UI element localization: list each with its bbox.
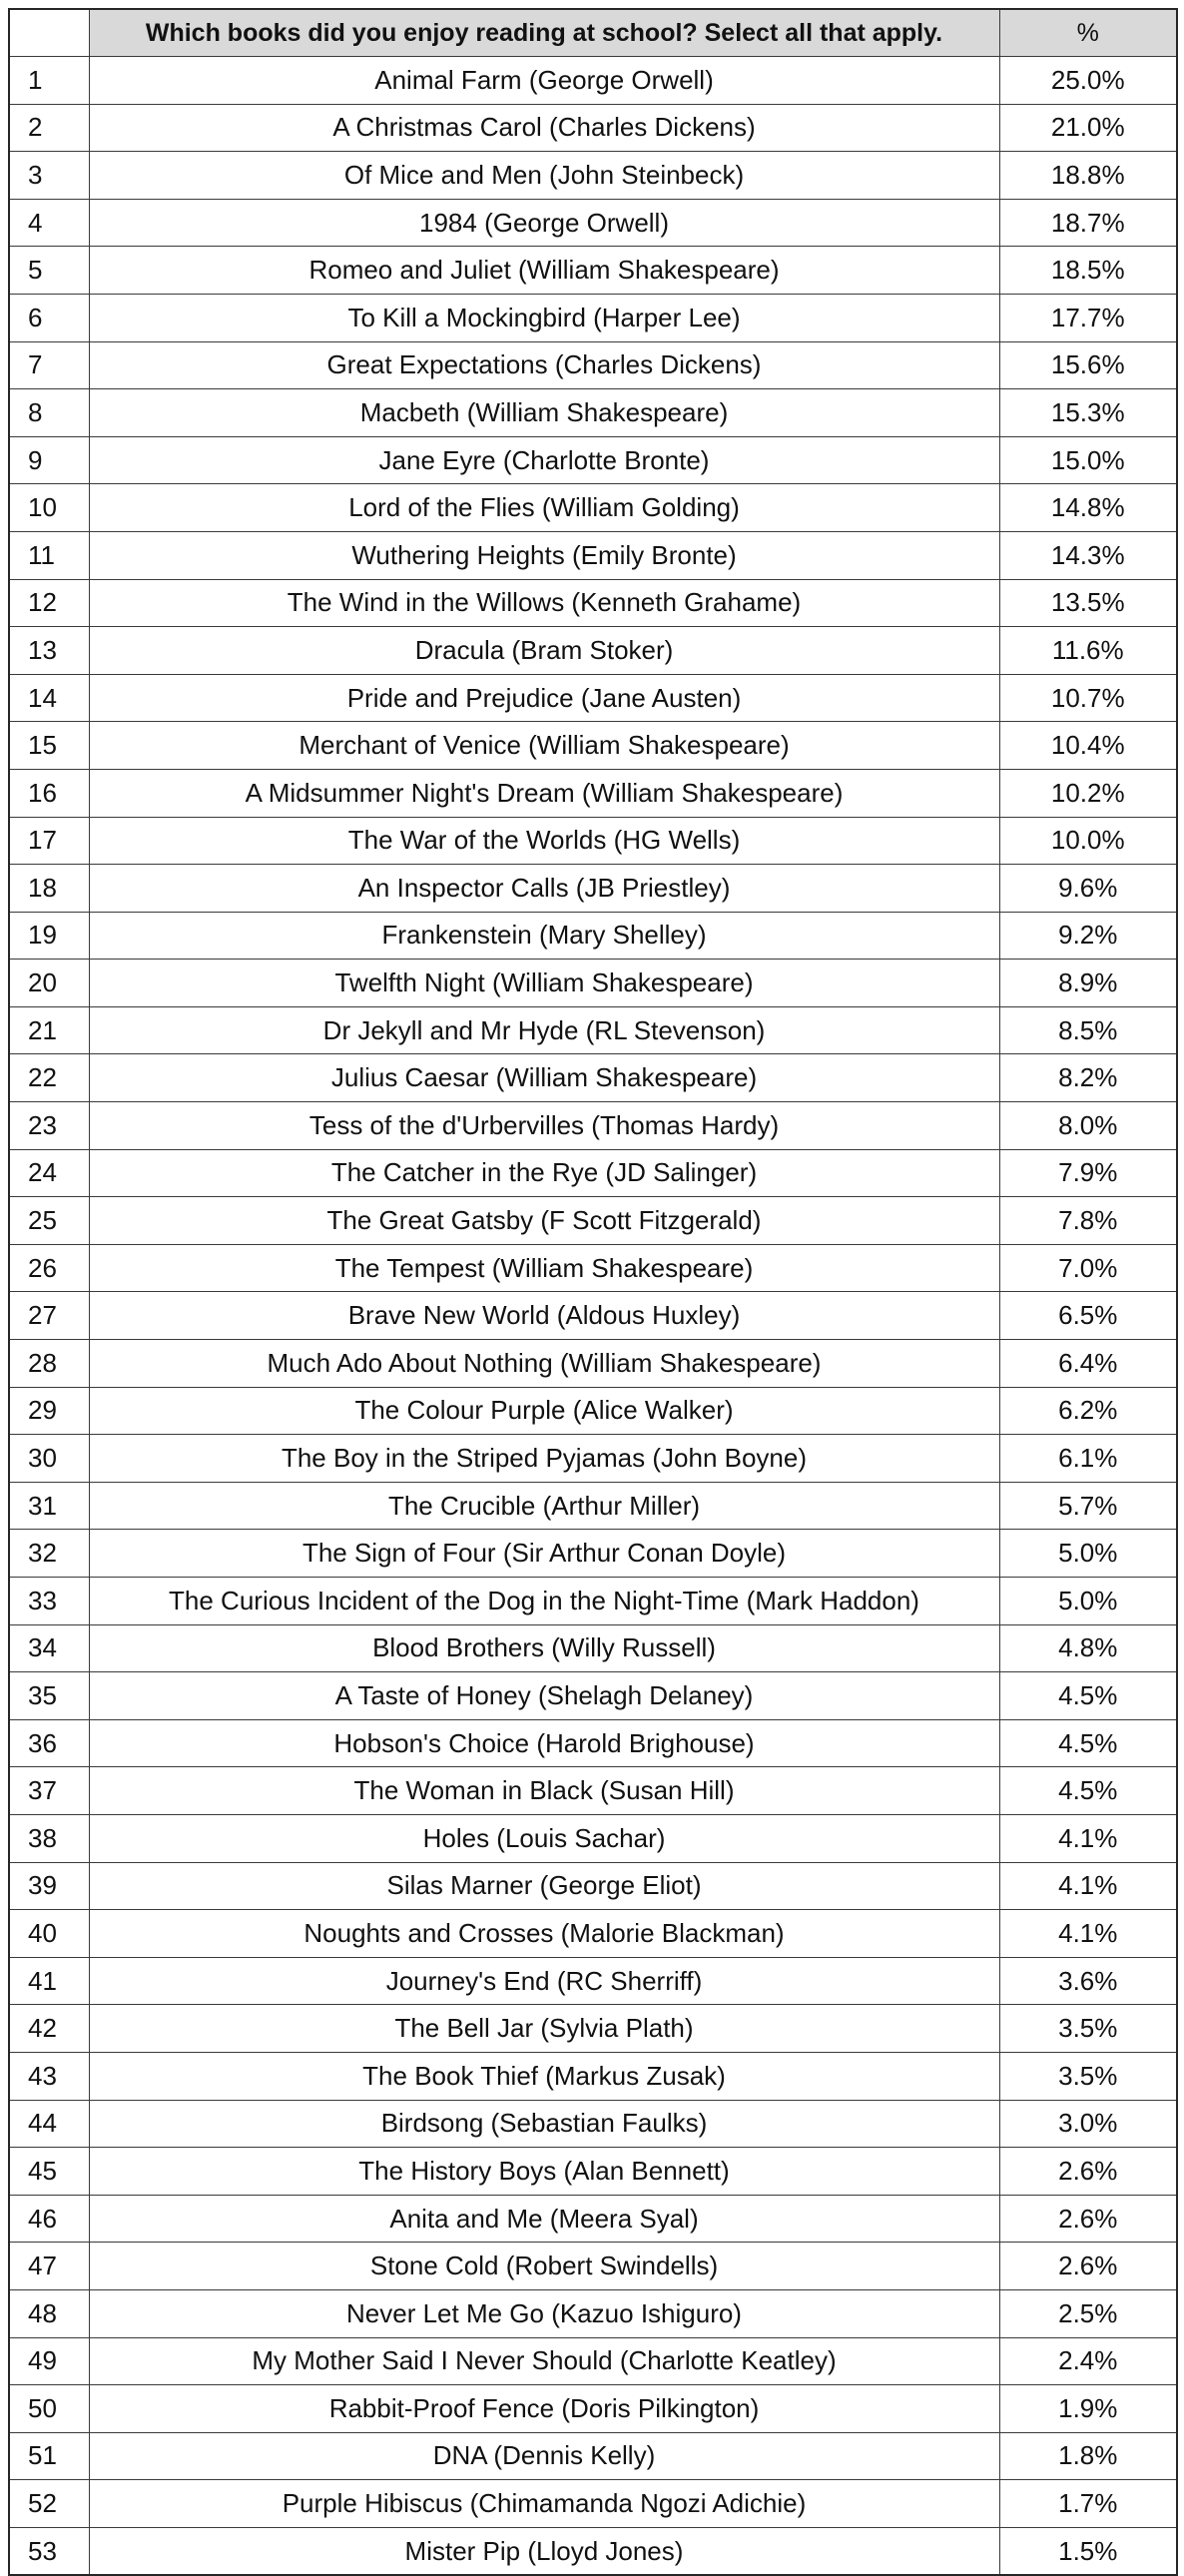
rank-cell: 8 [9,389,89,437]
book-title-cell: Holes (Louis Sachar) [89,1814,999,1862]
percent-cell: 3.0% [999,2100,1177,2148]
rank-cell: 40 [9,1910,89,1958]
rank-cell: 45 [9,2148,89,2196]
rank-cell: 13 [9,627,89,675]
percent-cell: 18.7% [999,199,1177,247]
rank-cell: 38 [9,1814,89,1862]
rank-cell: 10 [9,484,89,532]
book-title-cell: The Woman in Black (Susan Hill) [89,1767,999,1815]
percent-cell: 9.6% [999,865,1177,913]
table-row [9,1672,1177,1720]
book-title-cell: 1984 (George Orwell) [89,199,999,247]
rank-cell: 46 [9,2195,89,2243]
rank-cell: 22 [9,1054,89,1102]
rank-cell: 47 [9,2243,89,2290]
book-title-cell: The Boy in the Striped Pyjamas (John Boyne) [89,1435,999,1483]
book-title-cell: The Curious Incident of the Dog in the Night-Time (Mark Haddon) [89,1578,999,1625]
table-row [9,2148,1177,2196]
table-row [9,1910,1177,1958]
rank-cell: 11 [9,531,89,579]
book-title-cell: Tess of the d'Urbervilles (Thomas Hardy) [89,1102,999,1150]
book-title-cell: Hobson's Choice (Harold Brighouse) [89,1719,999,1767]
book-title-cell: A Taste of Honey (Shelagh Delaney) [89,1672,999,1720]
percent-cell: 25.0% [999,57,1177,105]
rank-cell: 15 [9,722,89,770]
rank-cell: 12 [9,579,89,627]
rank-cell: 34 [9,1624,89,1672]
table-row [9,247,1177,295]
table-row [9,1435,1177,1483]
percent-cell: 11.6% [999,627,1177,675]
table-row [9,1530,1177,1578]
table-row [9,1054,1177,1102]
table-row [9,1292,1177,1340]
book-title-cell: The Colour Purple (Alice Walker) [89,1387,999,1435]
percent-cell: 5.0% [999,1578,1177,1625]
table-row [9,341,1177,389]
rank-cell: 3 [9,152,89,200]
percent-cell: 10.0% [999,817,1177,865]
book-title-cell: Anita and Me (Meera Syal) [89,2195,999,2243]
rank-cell: 53 [9,2527,89,2575]
percent-cell: 1.7% [999,2480,1177,2528]
percent-cell: 6.1% [999,1435,1177,1483]
rank-cell: 32 [9,1530,89,1578]
percent-cell: 10.4% [999,722,1177,770]
table-row [9,484,1177,532]
rank-cell: 33 [9,1578,89,1625]
book-title-cell: Blood Brothers (Willy Russell) [89,1624,999,1672]
rank-cell: 16 [9,769,89,817]
book-title-cell: Never Let Me Go (Kazuo Ishiguro) [89,2289,999,2337]
book-title-cell: Twelfth Night (William Shakespeare) [89,960,999,1007]
percent-cell: 21.0% [999,104,1177,152]
percent-cell: 5.0% [999,1530,1177,1578]
book-title-cell: Lord of the Flies (William Golding) [89,484,999,532]
rank-cell: 5 [9,247,89,295]
table-row [9,57,1177,105]
table-row [9,1624,1177,1672]
rank-cell: 27 [9,1292,89,1340]
percent-cell: 4.5% [999,1767,1177,1815]
percent-cell: 13.5% [999,579,1177,627]
percent-cell: 14.3% [999,531,1177,579]
rank-cell: 35 [9,1672,89,1720]
percent-cell: 8.0% [999,1102,1177,1150]
table-row [9,912,1177,960]
book-title-cell: The Book Thief (Markus Zusak) [89,2052,999,2100]
table-row [9,722,1177,770]
percent-cell: 17.7% [999,294,1177,341]
rank-cell: 4 [9,199,89,247]
rank-cell: 29 [9,1387,89,1435]
table-row [9,817,1177,865]
percent-column-header: % [999,9,1177,57]
percent-cell: 2.5% [999,2289,1177,2337]
book-title-cell: The Great Gatsby (F Scott Fitzgerald) [89,1197,999,1245]
percent-cell: 2.4% [999,2337,1177,2385]
book-title-cell: Great Expectations (Charles Dickens) [89,341,999,389]
book-title-cell: The Catcher in the Rye (JD Salinger) [89,1149,999,1197]
book-title-cell: Dr Jekyll and Mr Hyde (RL Stevenson) [89,1006,999,1054]
book-title-cell: Mister Pip (Lloyd Jones) [89,2527,999,2575]
table-body [9,57,1177,2576]
book-title-cell: The History Boys (Alan Bennett) [89,2148,999,2196]
table-row [9,152,1177,200]
percent-cell: 15.3% [999,389,1177,437]
book-title-cell: To Kill a Mockingbird (Harper Lee) [89,294,999,341]
table-row [9,2005,1177,2053]
percent-cell: 8.9% [999,960,1177,1007]
percent-cell: 10.7% [999,674,1177,722]
table-row [9,2289,1177,2337]
table-row [9,2337,1177,2385]
table-row [9,531,1177,579]
rank-cell: 31 [9,1482,89,1530]
table-row [9,579,1177,627]
percent-cell: 4.1% [999,1814,1177,1862]
book-title-cell: Dracula (Bram Stoker) [89,627,999,675]
header-row [9,9,1177,57]
rank-cell: 6 [9,294,89,341]
book-title-cell: Journey's End (RC Sherriff) [89,1957,999,2005]
table-row [9,865,1177,913]
table-row [9,960,1177,1007]
percent-cell: 4.5% [999,1672,1177,1720]
rank-cell: 36 [9,1719,89,1767]
percent-cell: 1.9% [999,2385,1177,2433]
rank-cell: 14 [9,674,89,722]
percent-cell: 7.0% [999,1244,1177,1292]
table-row [9,1862,1177,1910]
table-header [9,9,1177,57]
book-title-cell: A Christmas Carol (Charles Dickens) [89,104,999,152]
book-title-cell: DNA (Dennis Kelly) [89,2432,999,2480]
book-title-cell: An Inspector Calls (JB Priestley) [89,865,999,913]
rank-cell: 30 [9,1435,89,1483]
rank-cell: 52 [9,2480,89,2528]
rank-cell: 1 [9,57,89,105]
percent-cell: 8.5% [999,1006,1177,1054]
rank-cell: 9 [9,436,89,484]
percent-cell: 5.7% [999,1482,1177,1530]
table-row [9,627,1177,675]
percent-cell: 15.0% [999,436,1177,484]
percent-cell: 8.2% [999,1054,1177,1102]
rank-cell: 44 [9,2100,89,2148]
rank-cell: 43 [9,2052,89,2100]
rank-cell: 48 [9,2289,89,2337]
table-row [9,294,1177,341]
table-row [9,2527,1177,2575]
table-row [9,389,1177,437]
table-row [9,2195,1177,2243]
rank-cell: 20 [9,960,89,1007]
book-title-cell: The Bell Jar (Sylvia Plath) [89,2005,999,2053]
table-row [9,1578,1177,1625]
book-title-cell: The Wind in the Willows (Kenneth Grahame) [89,579,999,627]
percent-cell: 18.8% [999,152,1177,200]
percent-cell: 15.6% [999,341,1177,389]
table-row [9,1814,1177,1862]
book-title-cell: Merchant of Venice (William Shakespeare) [89,722,999,770]
table-row [9,1482,1177,1530]
book-title-cell: Frankenstein (Mary Shelley) [89,912,999,960]
table-row [9,199,1177,247]
rank-cell: 37 [9,1767,89,1815]
table-row [9,436,1177,484]
table-row [9,1387,1177,1435]
percent-cell: 2.6% [999,2195,1177,2243]
book-title-cell: Much Ado About Nothing (William Shakespeare) [89,1340,999,1388]
percent-cell: 1.8% [999,2432,1177,2480]
table-row [9,1149,1177,1197]
book-title-cell: The War of the Worlds (HG Wells) [89,817,999,865]
book-title-cell: The Crucible (Arthur Miller) [89,1482,999,1530]
book-title-cell: The Tempest (William Shakespeare) [89,1244,999,1292]
book-title-cell: Animal Farm (George Orwell) [89,57,999,105]
rank-cell: 50 [9,2385,89,2433]
table-row [9,674,1177,722]
rank-cell: 21 [9,1006,89,1054]
book-title-cell: Purple Hibiscus (Chimamanda Ngozi Adichie) [89,2480,999,2528]
table-row [9,1197,1177,1245]
book-title-cell: Rabbit-Proof Fence (Doris Pilkington) [89,2385,999,2433]
book-title-cell: Julius Caesar (William Shakespeare) [89,1054,999,1102]
percent-cell: 9.2% [999,912,1177,960]
table-row [9,2052,1177,2100]
book-title-cell: Silas Marner (George Eliot) [89,1862,999,1910]
book-title-cell: Macbeth (William Shakespeare) [89,389,999,437]
book-title-cell: The Sign of Four (Sir Arthur Conan Doyle) [89,1530,999,1578]
table-row [9,1340,1177,1388]
rank-cell: 41 [9,1957,89,2005]
table-row [9,1957,1177,2005]
rank-cell: 7 [9,341,89,389]
percent-cell: 4.8% [999,1624,1177,1672]
book-title-cell: Noughts and Crosses (Malorie Blackman) [89,1910,999,1958]
percent-cell: 3.5% [999,2005,1177,2053]
percent-cell: 4.1% [999,1862,1177,1910]
table-row [9,2432,1177,2480]
percent-cell: 3.5% [999,2052,1177,2100]
book-title-cell: Romeo and Juliet (William Shakespeare) [89,247,999,295]
rank-cell: 19 [9,912,89,960]
rank-cell: 39 [9,1862,89,1910]
table-row [9,1102,1177,1150]
percent-cell: 4.5% [999,1719,1177,1767]
rank-cell: 28 [9,1340,89,1388]
percent-cell: 2.6% [999,2148,1177,2196]
table-row [9,2480,1177,2528]
rank-cell: 24 [9,1149,89,1197]
book-title-cell: Jane Eyre (Charlotte Bronte) [89,436,999,484]
rank-cell: 25 [9,1197,89,1245]
rank-cell: 49 [9,2337,89,2385]
survey-results-table [8,8,1178,2576]
percent-cell: 2.6% [999,2243,1177,2290]
percent-cell: 7.8% [999,1197,1177,1245]
book-title-cell: My Mother Said I Never Should (Charlotte Keatley) [89,2337,999,2385]
table-row [9,1767,1177,1815]
table-row [9,1719,1177,1767]
table-row [9,1244,1177,1292]
percent-cell: 10.2% [999,769,1177,817]
table-row [9,769,1177,817]
percent-cell: 7.9% [999,1149,1177,1197]
rank-cell: 23 [9,1102,89,1150]
table-row [9,1006,1177,1054]
percent-cell: 3.6% [999,1957,1177,2005]
rank-cell: 26 [9,1244,89,1292]
book-title-cell: A Midsummer Night's Dream (William Shakespeare) [89,769,999,817]
question-column-header: Which books did you enjoy reading at school? Select all that apply. [89,9,999,57]
table-row [9,2100,1177,2148]
rank-cell: 18 [9,865,89,913]
percent-cell: 18.5% [999,247,1177,295]
book-title-cell: Birdsong (Sebastian Faulks) [89,2100,999,2148]
rank-cell: 51 [9,2432,89,2480]
rank-column-header [9,9,89,57]
book-title-cell: Pride and Prejudice (Jane Austen) [89,674,999,722]
rank-cell: 42 [9,2005,89,2053]
table-row [9,2243,1177,2290]
percent-cell: 6.4% [999,1340,1177,1388]
table-row [9,2385,1177,2433]
rank-cell: 2 [9,104,89,152]
book-title-cell: Stone Cold (Robert Swindells) [89,2243,999,2290]
book-title-cell: Brave New World (Aldous Huxley) [89,1292,999,1340]
percent-cell: 14.8% [999,484,1177,532]
percent-cell: 1.5% [999,2527,1177,2575]
book-title-cell: Of Mice and Men (John Steinbeck) [89,152,999,200]
book-title-cell: Wuthering Heights (Emily Bronte) [89,531,999,579]
table-row [9,104,1177,152]
percent-cell: 6.2% [999,1387,1177,1435]
rank-cell: 17 [9,817,89,865]
percent-cell: 4.1% [999,1910,1177,1958]
percent-cell: 6.5% [999,1292,1177,1340]
